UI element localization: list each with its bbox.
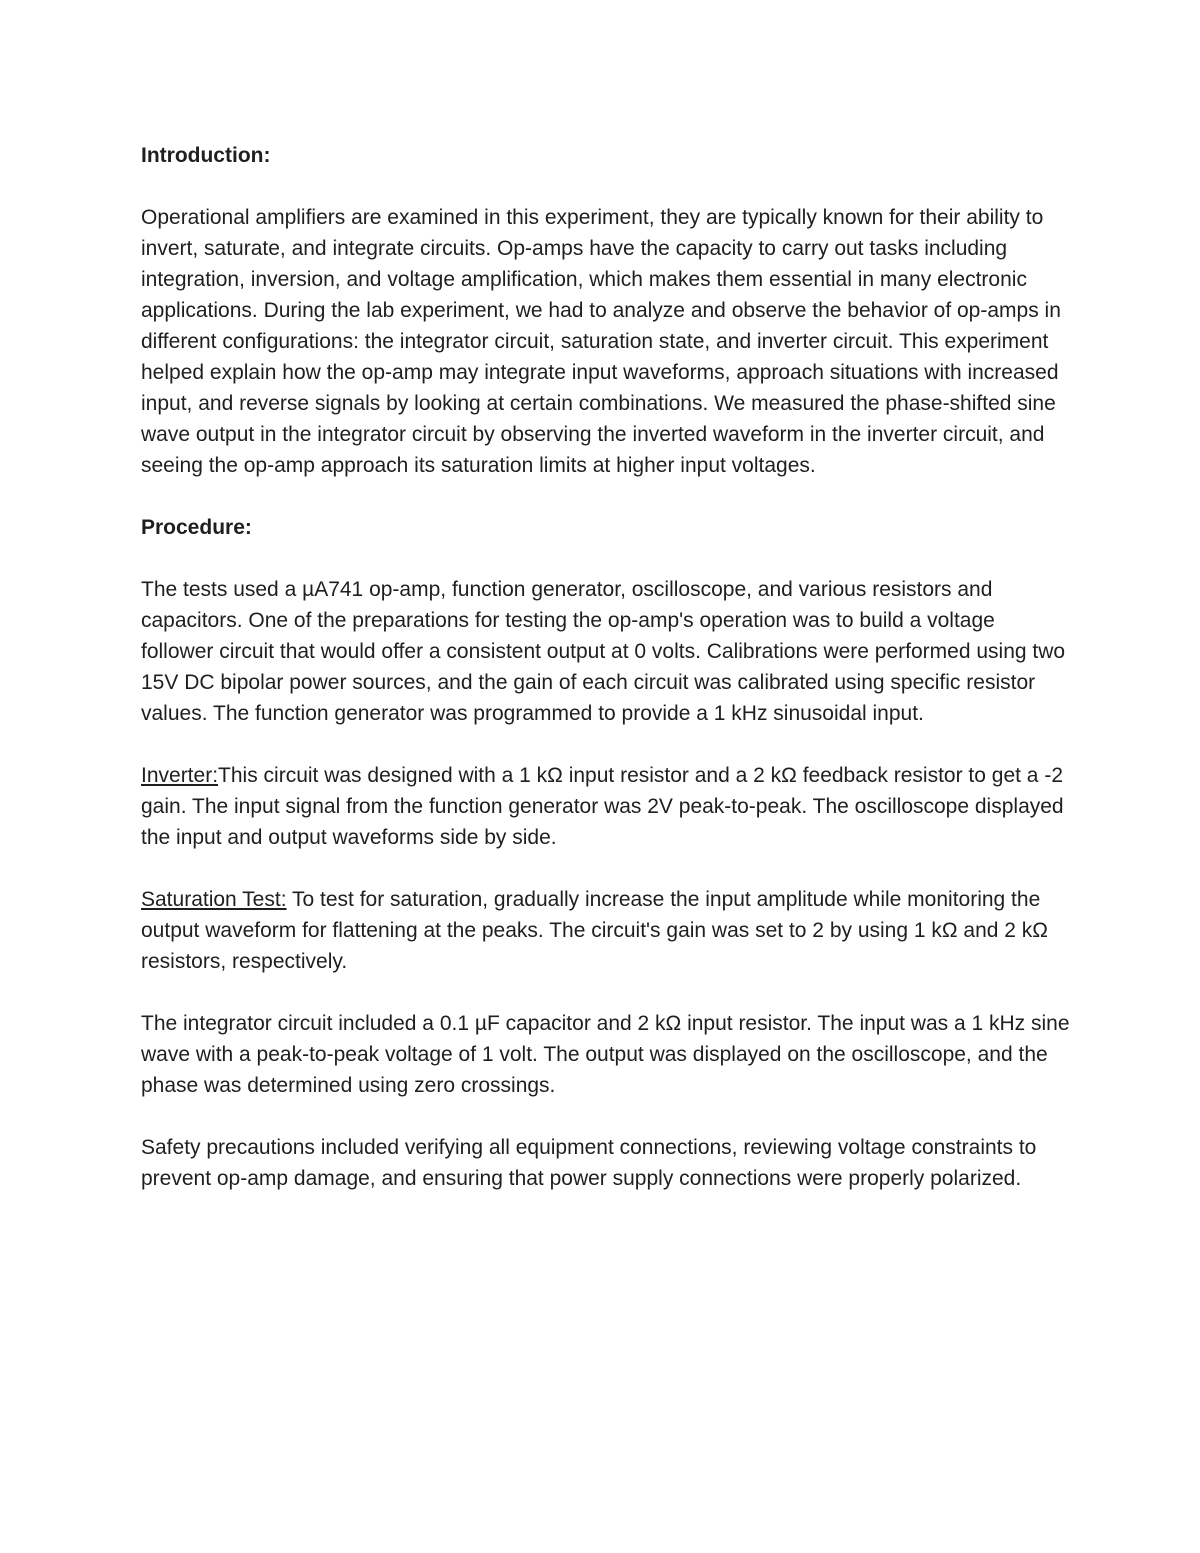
- procedure-paragraph: The tests used a µA741 op-amp, function generator, oscilloscope, and various resistors and capacitors. One of the preparations for testing the op-amp's operation was to build a voltage follower circuit that would offer a consistent output at 0 volts. Calibrations were performed using two 15V DC bipolar power sources, and the gain of each circuit was calibrated using specific resistor values. The function generator was programmed to provide a 1 kHz sinusoidal input.: [141, 578, 1066, 725]
- procedure-heading: Procedure:: [141, 516, 252, 539]
- safety-section: [141, 1132, 1071, 1194]
- procedure-body: [141, 574, 1071, 729]
- saturation-paragraph: [141, 884, 1071, 977]
- procedure-section: [141, 512, 1071, 543]
- integrator-section: [141, 1008, 1071, 1101]
- inverter-label: Inverter:: [141, 764, 219, 787]
- introduction-body: [141, 202, 1071, 481]
- inverter-text: This circuit was designed with a 1 kΩ input resistor and a 2 kΩ feedback resistor to get a -2 gain. The input signal from the function generator was 2V peak-to-peak. The oscilloscope displayed the input and output waveforms side by side.: [141, 764, 1064, 849]
- saturation-section: [141, 884, 1071, 977]
- saturation-text: To test for saturation, gradually increase the input amplitude while monitoring the output waveform for flattening at the peaks. The circuit's gain was set to 2 by using 1 kΩ and 2 kΩ resistors, respectively.: [141, 888, 1048, 973]
- introduction-heading: Introduction:: [141, 144, 271, 167]
- inverter-section: [141, 760, 1071, 853]
- safety-paragraph: Safety precautions included verifying all equipment connections, reviewing voltage constraints to prevent op-amp damage, and ensuring that power supply connections were properly polarized.: [141, 1136, 1037, 1190]
- document-page: [141, 140, 1071, 1194]
- integrator-paragraph: The integrator circuit included a 0.1 µF capacitor and 2 kΩ input resistor. The input was a 1 kHz sine wave with a peak-to-peak voltage of 1 volt. The output was displayed on the oscilloscope, and the phase was determined using zero crossings.: [141, 1012, 1070, 1097]
- introduction-paragraph: Operational amplifiers are examined in this experiment, they are typically known for their ability to invert, saturate, and integrate circuits. Op-amps have the capacity to carry out tasks including integration, inversion, and voltage amplification, which makes them essential in many electronic applications. During the lab experiment, we had to analyze and observe the behavior of op-amps in different configurations: the integrator circuit, saturation state, and inverter circuit. This experiment helped explain how the op-amp may integrate input waveforms, approach situations with increased input, and reverse signals by looking at certain combinations. We measured the phase-shifted sine wave output in the integrator circuit by observing the inverted waveform in the inverter circuit, and seeing the op-amp approach its saturation limits at higher input voltages.: [141, 206, 1061, 477]
- introduction-section: [141, 140, 1071, 171]
- saturation-label: Saturation Test:: [141, 888, 287, 911]
- inverter-paragraph: [141, 760, 1071, 853]
